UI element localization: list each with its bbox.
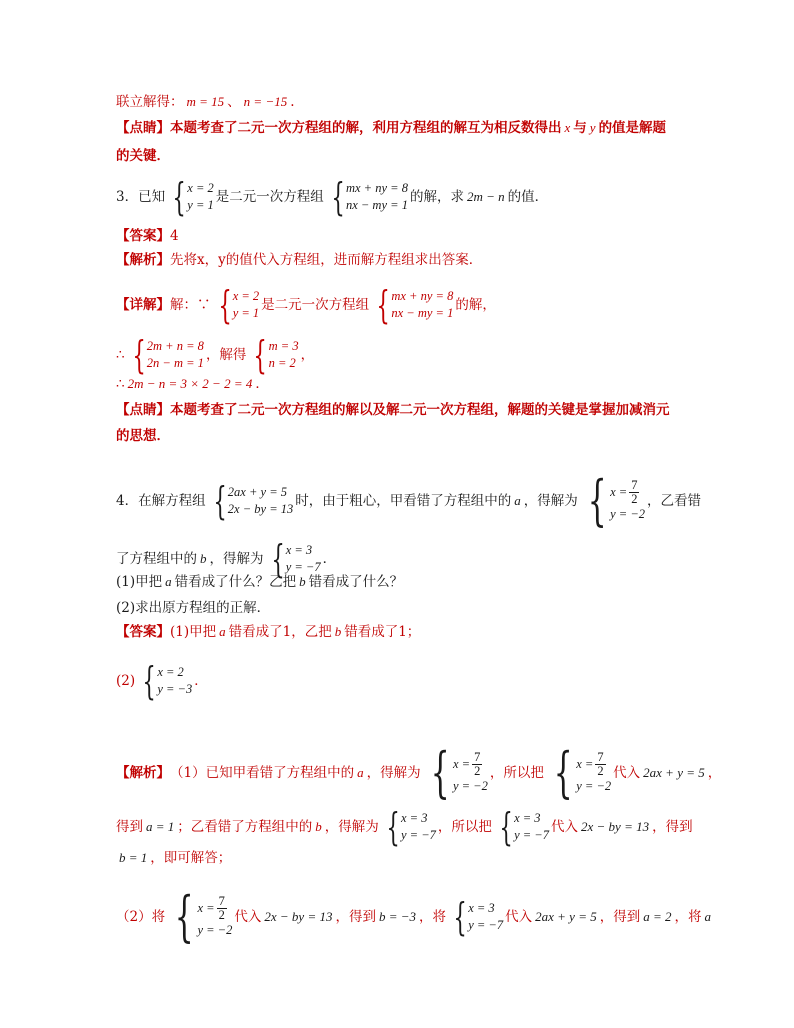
- math: a: [514, 493, 521, 508]
- label: 【点睛】: [116, 402, 170, 418]
- math: a = 1: [146, 819, 175, 834]
- text: ，得解为: [523, 493, 578, 509]
- answer-3: [116, 226, 179, 246]
- text: (1)甲把: [116, 574, 163, 590]
- text: (2)求出原方程组的正解．: [116, 600, 271, 616]
- answer-4-line-1: [116, 622, 420, 642]
- math: a = 2: [643, 909, 672, 924]
- math: b: [299, 574, 306, 589]
- equation-system: { x = $\frac{7}{2}$ y = −2: [553, 741, 612, 804]
- text: 得到: [116, 819, 143, 835]
- question-4-part-2: [116, 598, 270, 618]
- label: 【答案】: [116, 624, 170, 640]
- analysis-3: [116, 250, 482, 270]
- label: 【解析】: [116, 765, 170, 781]
- equation-system: { x = 2 y = 1: [217, 283, 260, 327]
- math: b: [315, 819, 322, 834]
- text: ，乙看错: [647, 493, 702, 509]
- equation-system: { m = 3 n = 2: [253, 333, 299, 377]
- text: 是二元一次方程组: [215, 189, 324, 205]
- detail-3-line-1: [116, 283, 496, 327]
- equation-system: { x = 2 y = 1: [172, 175, 214, 219]
- equation-system: { x = $\frac{7}{2}$ y = −2: [587, 469, 646, 532]
- text: ．: [194, 673, 208, 689]
- equation-system: { x = 3 y = −7: [386, 805, 436, 849]
- text: （1）已知甲看错了方程组中的: [170, 765, 355, 781]
- analysis-4-line-2: [116, 805, 693, 849]
- equation-system: { x = 3 y = −7: [453, 895, 504, 939]
- equation-system: { mx + ny = 8 nx − my = 1: [376, 283, 454, 327]
- math: a: [704, 909, 711, 924]
- text: 时，由于粗心，甲看错了方程组中的: [295, 493, 512, 509]
- text: 本题考查了二元一次方程组的解以及解二元一次方程组，解题的关键是掌握加减消元: [170, 402, 670, 418]
- text: 4．在解方程组: [116, 493, 206, 509]
- text: 的解，求: [409, 189, 464, 205]
- equation-system: { x = 3 y = −7: [499, 805, 549, 849]
- math: a: [165, 574, 172, 589]
- analysis-4-line-3: [116, 848, 231, 868]
- detail-3-line-3: [116, 374, 269, 394]
- dianjing-3-line-2: [116, 426, 170, 446]
- equation-system: { 2ax + y = 5 2x − by = 13: [213, 479, 294, 523]
- math: m = 15: [186, 94, 225, 109]
- question-3: [116, 175, 549, 219]
- equation-system: { x = 3 y = −7: [270, 537, 321, 581]
- math: b = −3: [378, 909, 417, 924]
- text: 联立解得：: [116, 94, 184, 110]
- text: ，: [300, 347, 315, 363]
- question-4-part-1: [116, 572, 403, 592]
- text: 错看成了1，乙把: [228, 624, 332, 640]
- text: ，解得: [205, 347, 247, 363]
- analysis-4-line-1: [116, 741, 722, 804]
- text: ，所以把: [437, 819, 492, 835]
- text: 的值是解题: [598, 120, 667, 136]
- equation-system: { mx + ny = 8 nx − my = 1: [331, 175, 408, 219]
- text: 了方程组中的: [116, 551, 197, 567]
- analysis-4-line-4: [116, 885, 714, 948]
- text: 的关键．: [116, 148, 170, 164]
- text: .: [290, 94, 295, 110]
- text: 本题考查了二元一次方程组的解，利用方程组的解互为相反数得出: [170, 120, 562, 136]
- text: （2）将: [116, 909, 166, 925]
- math: a: [219, 624, 226, 639]
- text: 的思想．: [116, 428, 170, 444]
- question-4-line-1: [116, 469, 702, 532]
- label: 【详解】: [116, 297, 170, 313]
- math: b: [334, 624, 342, 639]
- text: ，将: [419, 909, 447, 925]
- text: ，得解为: [324, 819, 379, 835]
- text: 代入: [613, 765, 641, 781]
- text: ，: [707, 765, 722, 781]
- detail-3-line-2: [116, 333, 315, 377]
- math: b: [200, 551, 207, 566]
- text: ，得到: [652, 819, 693, 835]
- text: 与: [573, 120, 587, 136]
- math: n = −15: [243, 94, 288, 109]
- equation-system: { x = 2 y = −3: [142, 659, 193, 703]
- dianjing-1-line-2: [116, 146, 170, 166]
- dianjing-3-line-1: [116, 400, 670, 420]
- text: ；乙看错了方程组中的: [177, 819, 313, 835]
- text: 代入: [505, 909, 533, 925]
- text: 错看成了1；: [344, 624, 421, 640]
- text: 、: [227, 94, 241, 110]
- text: (2): [116, 673, 136, 689]
- text: 代入: [234, 909, 262, 925]
- math: 2x − by = 13: [581, 819, 650, 834]
- text: ，得到: [335, 909, 376, 925]
- text: ∴: [116, 347, 125, 363]
- text: ，将: [674, 909, 702, 925]
- math: 2m − n = 3 × 2 − 2 = 4: [127, 376, 253, 391]
- text: 3．已知: [116, 189, 166, 205]
- text: ，得解为: [209, 551, 264, 567]
- text: ．: [255, 376, 269, 392]
- text: 是二元一次方程组: [261, 297, 370, 313]
- math: 2x − by = 13: [264, 909, 333, 924]
- text: ，得到: [599, 909, 641, 925]
- label: 【点睛】: [116, 120, 170, 136]
- equation-system: { x = $\frac{7}{2}$ y = −2: [174, 885, 233, 948]
- answer-4-line-2: [116, 659, 208, 703]
- text: ，得解为: [366, 765, 421, 781]
- math: 2m − n: [466, 189, 505, 204]
- text: 错看成了什么？乙把: [174, 574, 297, 590]
- math: x: [564, 120, 571, 135]
- equation-system: { 2m + n = 8 2n − m = 1: [132, 333, 204, 377]
- dianjing-1-line-1: [116, 118, 666, 138]
- label: 【解析】: [116, 252, 170, 268]
- text: ．: [322, 551, 337, 567]
- math: a: [357, 765, 364, 780]
- text: 先将x，y的值代入方程组，进而解方程组求出答案．: [170, 252, 483, 268]
- text: 错看成了什么？: [308, 574, 404, 590]
- label: 【答案】: [116, 228, 170, 244]
- text: (1)甲把: [170, 624, 217, 640]
- math: 2ax + y = 5: [643, 765, 705, 780]
- equation-system: { x = $\frac{7}{2}$ y = −2: [430, 741, 488, 804]
- answer-value: 4: [170, 228, 179, 244]
- math: 2ax + y = 5: [535, 909, 597, 924]
- text: 代入: [551, 819, 578, 835]
- text: ，所以把: [489, 765, 544, 781]
- solution-line-1: [116, 92, 295, 112]
- math: y: [589, 120, 596, 135]
- text: 解：∵: [170, 297, 211, 313]
- text: ∴: [116, 376, 125, 392]
- text: ，即可解答；: [150, 850, 232, 866]
- math: b = 1: [119, 850, 148, 865]
- text: 的解，: [455, 297, 496, 313]
- text: 的值．: [507, 189, 549, 205]
